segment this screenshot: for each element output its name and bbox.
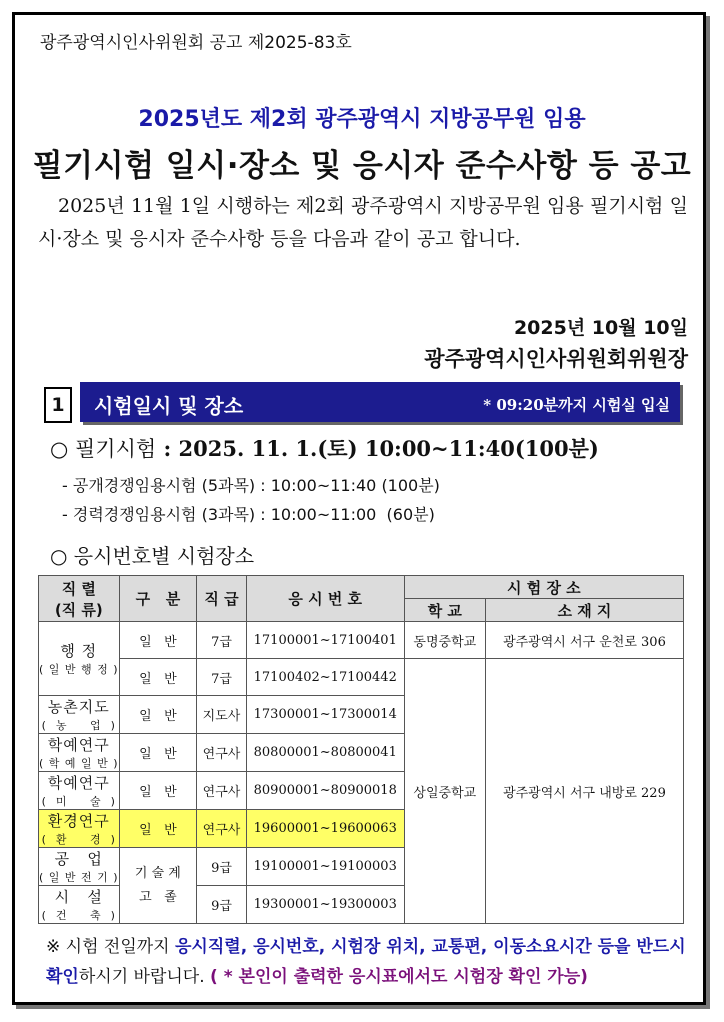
category-cell: 일 반 bbox=[119, 622, 197, 659]
category-cell: 일 반 bbox=[119, 734, 197, 772]
exam-item-career: - 경력경쟁임용시험 (3과목) : 10:00~11:00 (60분) bbox=[62, 505, 435, 524]
grade-cell: 연구사 bbox=[197, 810, 247, 848]
exam-number-cell: 17100402~17100442 bbox=[246, 659, 404, 696]
notice-emphasis: 응시직렬, 응시번호, 시험장 위치, 교통편, 이동소요시간 등을 반드시 확인 bbox=[46, 937, 686, 987]
section-header-bar bbox=[80, 382, 680, 422]
grade-cell: 7급 bbox=[197, 659, 247, 696]
notice-middle: 하시기 바랍니다. bbox=[78, 967, 211, 987]
header-address: 소 재 지 bbox=[485, 599, 683, 622]
header-category: 구 분 bbox=[119, 576, 197, 622]
category-cell: 기 술 계 고 졸 bbox=[119, 848, 197, 924]
grade-cell: 연구사 bbox=[197, 772, 247, 810]
school-cell: 상일중학교 bbox=[404, 659, 485, 924]
series-cell: 학예연구 ( 미 술 ) bbox=[39, 772, 120, 810]
document-title: 필기시험 일시·장소 및 응시자 준수사항 등 공고 bbox=[32, 148, 692, 184]
header-venue: 시 험 장 소 bbox=[404, 576, 683, 599]
table-row bbox=[39, 659, 684, 696]
header-grade: 직 급 bbox=[197, 576, 247, 622]
exam-number-cell: 17100001~17100401 bbox=[246, 622, 404, 659]
exam-number-cell: 19600001~19600063 bbox=[246, 810, 404, 848]
address-cell: 광주광역시 서구 운천로 306 bbox=[485, 622, 683, 659]
address-cell: 광주광역시 서구 내방로 229 bbox=[485, 659, 683, 924]
series-cell: 시 설 ( 건 축 ) bbox=[39, 886, 120, 924]
category-cell: 일 반 bbox=[119, 659, 197, 696]
intro-paragraph: 2025년 11월 1일 시행하는 제2회 광주광역시 지방공무원 임용 필기시험 일시·장소 및 응시자 준수사항 등을 다음과 같이 공고 합니다. bbox=[38, 195, 688, 250]
grade-cell: 9급 bbox=[197, 886, 247, 924]
exam-number-cell: 80900001~80900018 bbox=[246, 772, 404, 810]
exam-item-open: - 공개경쟁임용시험 (5과목) : 10:00~11:40 (100분) bbox=[62, 476, 440, 495]
document-number: 광주광역시인사위원회 공고 제2025-83호 bbox=[40, 33, 352, 53]
header-exam-number: 응 시 번 호 bbox=[246, 576, 404, 622]
school-cell: 동명중학교 bbox=[404, 622, 485, 659]
table-row bbox=[39, 622, 684, 659]
venue-table bbox=[38, 575, 684, 924]
exam-number-cell: 17300001~17300014 bbox=[246, 696, 404, 734]
exam-number-cell: 19300001~19300003 bbox=[246, 886, 404, 924]
category-cell: 일 반 bbox=[119, 696, 197, 734]
header-job-series: 직 렬 (직 류) bbox=[39, 576, 120, 622]
series-cell: 학예연구 ( 학 예 일 반 ) bbox=[39, 734, 120, 772]
grade-cell: 연구사 bbox=[197, 734, 247, 772]
grade-cell: 7급 bbox=[197, 622, 247, 659]
venue-heading: ○ 응시번호별 시험장소 bbox=[50, 544, 255, 568]
exam-number-cell: 80800001~80800041 bbox=[246, 734, 404, 772]
announcement-date: 2025년 10월 10일 bbox=[513, 317, 688, 339]
exam-datetime-line bbox=[50, 433, 599, 463]
notice-tip: ( * 본인이 출력한 응시표에서도 시험장 확인 가능) bbox=[210, 967, 588, 987]
notice-paragraph bbox=[46, 932, 686, 992]
category-cell: 일 반 bbox=[119, 772, 197, 810]
exam-datetime: : 2025. 11. 1.(토) 10:00~11:40(100분) bbox=[156, 436, 599, 461]
grade-cell: 9급 bbox=[197, 848, 247, 886]
notice-prefix: ※ 시험 전일까지 bbox=[46, 937, 175, 957]
header-school: 학 교 bbox=[404, 599, 485, 622]
document-subtitle: 2025년도 제2회 광주광역시 지방공무원 임용 bbox=[138, 107, 586, 132]
category-cell: 일 반 bbox=[119, 810, 197, 848]
section-title: 시험일시 및 장소 bbox=[94, 394, 244, 418]
section-note: * 09:20분까지 시험실 입실 bbox=[483, 396, 670, 414]
issuer-name: 광주광역시인사위원회위원장 bbox=[424, 347, 688, 371]
series-cell: 환경연구 ( 환 경 ) bbox=[39, 810, 120, 848]
exam-label: ○ 필기시험 bbox=[50, 437, 157, 461]
series-cell: 행 정 ( 일 반 행 정 ) bbox=[39, 622, 120, 696]
series-cell: 농촌지도 ( 농 업 ) bbox=[39, 696, 120, 734]
exam-number-cell: 19100001~19100003 bbox=[246, 848, 404, 886]
series-cell: 공 업 ( 일 반 전 기 ) bbox=[39, 848, 120, 886]
grade-cell: 지도사 bbox=[197, 696, 247, 734]
section-number: 1 bbox=[44, 387, 72, 423]
